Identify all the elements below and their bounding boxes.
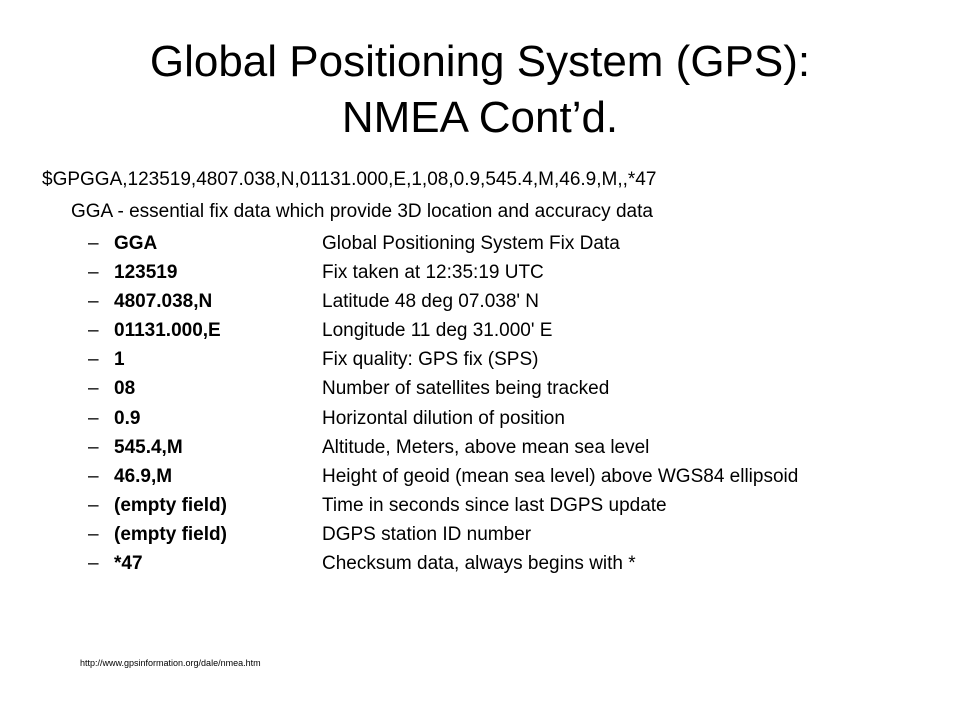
field-name: 4807.038,N [114, 291, 213, 313]
dash-bullet: – [88, 291, 99, 313]
field-name: (empty field) [114, 523, 227, 545]
field-name: 0.9 [114, 407, 141, 429]
field-name: 123519 [114, 262, 178, 284]
dash-bullet: – [88, 407, 99, 429]
slide-title-line-1: Global Positioning System (GPS): [149, 37, 811, 86]
dash-bullet: – [88, 494, 99, 516]
dash-bullet: – [88, 436, 99, 458]
dash-bullet: – [88, 262, 99, 284]
field-name: *47 [114, 553, 143, 575]
slide-title-line-2: NMEA Cont’d. [341, 93, 619, 142]
field-description: Checksum data, always begins with * [322, 553, 636, 575]
field-name: GGA [114, 233, 158, 254]
field-name: 545.4,M [114, 436, 183, 458]
dash-bullet: – [88, 465, 99, 487]
field-row-4 [0, 345, 960, 374]
dash-bullet: – [88, 233, 99, 254]
field-row-10 [0, 520, 960, 549]
sentence-description: GGA - essential fix data which provide 3D location and accuracy data [71, 201, 653, 222]
field-row-7 [0, 433, 960, 462]
field-description: DGPS station ID number [322, 523, 532, 545]
field-description: Time in seconds since last DGPS update [322, 494, 667, 516]
field-row-0 [0, 229, 960, 258]
field-row-5 [0, 374, 960, 403]
dash-bullet: – [88, 349, 99, 371]
field-description: Fix quality: GPS fix (SPS) [322, 349, 539, 371]
field-row-1 [0, 258, 960, 287]
field-description: Longitude 11 deg 31.000' E [322, 320, 553, 342]
field-row-8 [0, 462, 960, 491]
dash-bullet: – [88, 523, 99, 545]
field-description: Latitude 48 deg 07.038' N [322, 291, 540, 313]
field-name: 08 [114, 378, 136, 400]
dash-bullet: – [88, 320, 99, 342]
field-row-3 [0, 316, 960, 345]
dash-bullet: – [88, 378, 99, 400]
dash-bullet: – [88, 553, 99, 575]
field-name: 01131.000,E [114, 320, 221, 342]
slide-title [0, 34, 960, 146]
field-description: Horizontal dilution of position [322, 407, 565, 429]
field-description: Altitude, Meters, above mean sea level [322, 436, 650, 458]
field-row-11 [0, 549, 960, 578]
field-row-9 [0, 491, 960, 520]
nmea-sentence: $GPGGA,123519,4807.038,N,01131.000,E,1,08,0.9,545.4,M,46.9,M,,*47 [42, 169, 657, 190]
field-row-6 [0, 404, 960, 433]
field-description: Height of geoid (mean sea level) above WGS84 ellipsoid [322, 465, 799, 487]
field-description: Global Positioning System Fix Data [322, 233, 620, 254]
field-name: 1 [114, 349, 125, 371]
field-list [0, 229, 960, 578]
field-description: Number of satellites being tracked [322, 378, 610, 400]
field-name: (empty field) [114, 494, 227, 516]
field-row-2 [0, 287, 960, 316]
field-name: 46.9,M [114, 465, 173, 487]
source-url: http://www.gpsinformation.org/dale/nmea.htm [80, 658, 261, 668]
field-description: Fix taken at 12:35:19 UTC [322, 262, 544, 284]
